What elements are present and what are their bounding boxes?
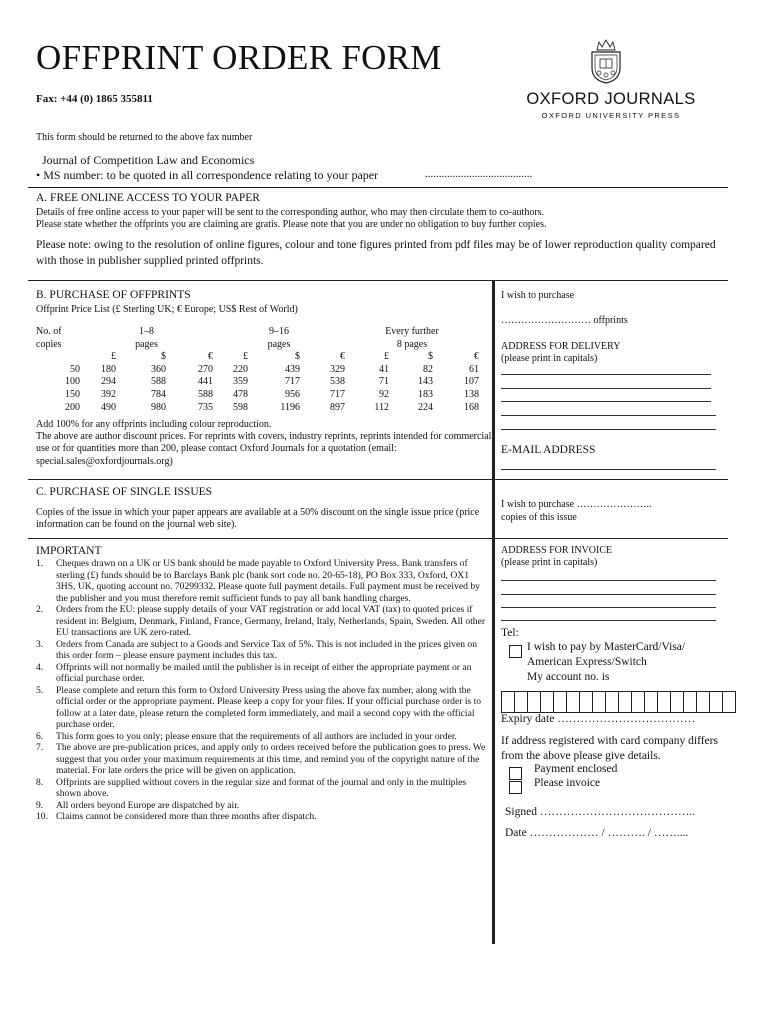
table-row bbox=[36, 402, 479, 415]
section-a-line2: Please state whether the offprints you are claiming are gratis. Please note that you are under no obligation to buy further copies. bbox=[36, 219, 547, 231]
item-text: Cheques drawn on a UK or US bank should be made payable to Oxford University Press. Bank transfers of sterling (£) funds should be to Barclays Bank plc (bank sort code no. 20-65-18), PO Box 333, Oxford, OX1 3HS, UK, quoting account no. 70299332. Please quote full payment details. Full payment must be received by the publisher and you must therefore remit sufficient funds to pay all bank handling charges. bbox=[56, 558, 480, 604]
expiry-date-field[interactable]: Expiry date ……………………………… bbox=[501, 713, 696, 725]
item-number: 6. bbox=[36, 730, 44, 742]
currency-label: $ bbox=[428, 351, 433, 363]
divider bbox=[28, 538, 728, 539]
important-list bbox=[36, 558, 488, 823]
section-a-heading: A. FREE ONLINE ACCESS TO YOUR PAPER bbox=[36, 192, 260, 204]
list-item bbox=[36, 800, 488, 812]
group-9-16-pages: pages bbox=[267, 338, 291, 350]
please-invoice-label: Please invoice bbox=[534, 777, 601, 789]
price-cell: 717 bbox=[285, 376, 300, 388]
account-digit-box[interactable] bbox=[527, 691, 541, 713]
price-cell: 112 bbox=[374, 401, 389, 413]
section-b-heading: B. PURCHASE OF OFFPRINTS bbox=[36, 289, 191, 301]
invoice-address-line[interactable] bbox=[501, 607, 716, 608]
price-cell: 107 bbox=[464, 376, 479, 388]
table-row bbox=[36, 389, 479, 402]
print-quality-note: Please note: owing to the resolution of online figures, colour and tone figures printed from pdf files may be of lower reproduction quality compared with those in publisher supplied printed offprints. bbox=[36, 239, 716, 267]
item-number: 8. bbox=[36, 776, 44, 788]
account-digit-box[interactable] bbox=[566, 691, 580, 713]
price-cell: 490 bbox=[101, 401, 116, 413]
price-cell: 956 bbox=[285, 388, 300, 400]
account-digit-box[interactable] bbox=[696, 691, 710, 713]
column-divider bbox=[492, 280, 495, 944]
account-digit-box[interactable] bbox=[657, 691, 671, 713]
oxford-crest-icon bbox=[588, 38, 624, 84]
delivery-address-line[interactable] bbox=[501, 388, 711, 389]
item-number: 1. bbox=[36, 558, 44, 569]
price-cell: 61 bbox=[469, 363, 479, 375]
price-cell: 598 bbox=[233, 401, 248, 413]
price-cell: 41 bbox=[379, 363, 389, 375]
list-item bbox=[36, 604, 488, 639]
logo-wordmark: OXFORD JOURNALS bbox=[526, 90, 696, 108]
account-digit-box[interactable] bbox=[631, 691, 645, 713]
item-number: 4. bbox=[36, 661, 44, 673]
delivery-address-heading: ADDRESS FOR DELIVERY bbox=[501, 341, 621, 352]
account-digit-box[interactable] bbox=[709, 691, 723, 713]
table-row bbox=[36, 376, 479, 389]
section-a-text bbox=[36, 207, 726, 231]
group-further: Every further bbox=[385, 326, 439, 337]
delivery-address-line[interactable] bbox=[501, 401, 711, 402]
group-9-16: 9–16 bbox=[269, 326, 289, 337]
fax-number: Fax: +44 (0) 1865 355811 bbox=[36, 93, 153, 105]
price-cell: 71 bbox=[379, 376, 389, 388]
price-cell: 980 bbox=[151, 401, 166, 413]
group-further-pages: 8 pages bbox=[396, 338, 428, 350]
offprint-purchase-label: I wish to purchase bbox=[501, 290, 575, 301]
col-copies-label: copies bbox=[36, 338, 62, 350]
delivery-address-hint: (please print in capitals) bbox=[501, 353, 598, 364]
currency-label: £ bbox=[111, 351, 116, 363]
delivery-address-line[interactable] bbox=[501, 374, 711, 375]
divider bbox=[28, 479, 728, 480]
item-number: 2. bbox=[36, 604, 44, 615]
signature-field[interactable]: Signed ………………………………….. bbox=[505, 806, 696, 818]
item-number: 7. bbox=[36, 742, 44, 753]
list-item bbox=[36, 662, 488, 685]
section-a-line1: Details of free online access to your paper will be sent to the corresponding author, who may then circulate them to co-authors. bbox=[36, 207, 545, 218]
account-digit-box[interactable] bbox=[683, 691, 697, 713]
card-payment-line: I wish to pay by MasterCard/Visa/ bbox=[527, 641, 686, 653]
price-cell: 735 bbox=[198, 401, 213, 413]
price-table bbox=[36, 326, 479, 414]
account-digit-box[interactable] bbox=[644, 691, 658, 713]
price-cell: 82 bbox=[423, 363, 433, 375]
price-cell: 220 bbox=[233, 363, 248, 375]
price-cell: 478 bbox=[233, 388, 248, 400]
card-payment-text bbox=[527, 640, 685, 684]
item-text: Claims cannot be considered more than three months after dispatch. bbox=[56, 811, 317, 822]
delivery-address-line[interactable] bbox=[501, 429, 716, 430]
invoice-address-hint: (please print in capitals) bbox=[501, 557, 598, 568]
copies-cell: 200 bbox=[65, 401, 80, 413]
col-copies-label: No. of bbox=[36, 326, 62, 337]
colour-note: Add 100% for any offprints including colour reproduction. bbox=[36, 419, 272, 430]
item-text: Orders from the EU: please supply details of your VAT registration or add local VAT (tax) to quoted prices if resident in: Belgium, Denmark, Finland, France, Germany, Ireland, Italy, Netherlands, Spain, Sweden. All other EU transactions are UK zero-rated. bbox=[56, 604, 486, 638]
item-text: The above are pre-publication prices, and apply only to orders received before the publication goes to press. We suggest that you order your maximum requirements at this time, and remind you of the copyright nature of the material. For late orders the price will be given on application. bbox=[56, 742, 486, 776]
table-header-row bbox=[36, 326, 479, 339]
section-c-text: Copies of the issue in which your paper appears are available at a 50% discount on the single issue price (price information can be found on the journal web site). bbox=[36, 507, 480, 531]
price-cell: 439 bbox=[285, 363, 300, 375]
payment-enclosed-checkbox[interactable] bbox=[509, 767, 522, 780]
issue-copies-label: copies of this issue bbox=[501, 512, 577, 523]
price-cell: 143 bbox=[418, 376, 433, 388]
price-cell: 359 bbox=[233, 376, 248, 388]
price-cell: 224 bbox=[418, 401, 433, 413]
account-digit-box[interactable] bbox=[501, 691, 515, 713]
telephone-label: Tel: bbox=[501, 627, 519, 639]
account-number-label: My account no. is bbox=[527, 670, 610, 683]
currency-row bbox=[36, 351, 479, 364]
invoice-address-line[interactable] bbox=[501, 594, 716, 595]
invoice-address-line[interactable] bbox=[501, 620, 716, 621]
price-cell: 897 bbox=[330, 401, 345, 413]
price-cell: 1196 bbox=[280, 401, 300, 413]
copies-cell: 150 bbox=[65, 388, 80, 400]
item-text: Offprints are supplied without covers in the regular size and format of the journal and only in the multiples shown above. bbox=[56, 776, 467, 799]
list-item bbox=[36, 639, 488, 662]
card-payment-line: American Express/Switch bbox=[527, 655, 647, 668]
date-field[interactable]: Date ……………… / ………. / …….... bbox=[505, 827, 689, 839]
divider bbox=[28, 280, 728, 281]
price-cell: 168 bbox=[464, 401, 479, 413]
group-1-8: 1–8 bbox=[139, 326, 154, 337]
return-instruction: This form should be returned to the above fax number bbox=[36, 132, 253, 143]
ms-number-label: • MS number: to be quoted in all correspondence relating to your paper bbox=[36, 168, 379, 182]
item-text: All orders beyond Europe are dispatched by air. bbox=[56, 799, 240, 811]
price-cell: 360 bbox=[151, 363, 166, 375]
currency-label: £ bbox=[243, 351, 248, 363]
issue-purchase-field[interactable]: I wish to purchase ………………….. bbox=[501, 499, 652, 510]
account-digit-box[interactable] bbox=[514, 691, 528, 713]
item-text: This form goes to you only; please ensure that the requirements of all authors are included in your order. bbox=[56, 730, 457, 742]
email-heading: E-MAIL ADDRESS bbox=[501, 444, 596, 456]
section-c-heading: C. PURCHASE OF SINGLE ISSUES bbox=[36, 486, 213, 498]
price-cell: 329 bbox=[330, 363, 345, 375]
price-cell: 294 bbox=[101, 376, 116, 388]
item-number: 5. bbox=[36, 684, 44, 696]
price-cell: 717 bbox=[330, 388, 345, 400]
important-heading: IMPORTANT bbox=[36, 545, 102, 557]
list-item bbox=[36, 731, 488, 743]
account-number-boxes[interactable] bbox=[501, 691, 735, 713]
journal-name: Journal of Competition Law and Economics bbox=[42, 153, 255, 167]
card-payment-checkbox[interactable] bbox=[509, 645, 522, 658]
payment-enclosed-label: Payment enclosed bbox=[534, 763, 618, 775]
item-number: 9. bbox=[36, 799, 44, 811]
delivery-address-line[interactable] bbox=[501, 415, 716, 416]
price-notes bbox=[36, 419, 492, 468]
group-1-8-pages: pages bbox=[135, 338, 158, 350]
oxford-journals-logo bbox=[500, 38, 725, 128]
divider bbox=[28, 187, 728, 188]
page-title: OFFPRINT ORDER FORM bbox=[36, 38, 442, 77]
account-digit-box[interactable] bbox=[605, 691, 619, 713]
price-cell: 538 bbox=[330, 376, 345, 388]
price-cell: 441 bbox=[198, 376, 213, 388]
card-address-note: If address registered with card company differs from the above please give details. bbox=[501, 735, 718, 762]
price-list-title: Offprint Price List (£ Sterling UK; € Europe; US$ Rest of World) bbox=[36, 304, 298, 315]
item-text: Orders from Canada are subject to a Goods and Service Tax of 5%. This is not included in the prices given on this order form – please ensure payment includes this tax. bbox=[56, 638, 477, 661]
offprint-quantity-field[interactable]: ……………………… offprints bbox=[501, 315, 628, 326]
item-text: Please complete and return this form to Oxford University Press using the above fax number, along with the official order or the appropriate payment. Please keep a copy for your files. If your official purchase order is to follow at a later date, please return the completed form immediately, and mail a second copy with the official purchase order. bbox=[56, 684, 482, 730]
account-digit-box[interactable] bbox=[618, 691, 632, 713]
item-text: Offprints will not normally be mailed until the publisher is in receipt of either the appropriate payment or an official purchase order. bbox=[56, 661, 472, 684]
ms-number-field[interactable]: ....................................... bbox=[425, 168, 533, 180]
price-cell: 392 bbox=[101, 388, 116, 400]
price-cell: 588 bbox=[198, 388, 213, 400]
list-item bbox=[36, 811, 488, 823]
price-cell: 270 bbox=[198, 363, 213, 375]
item-number: 3. bbox=[36, 638, 44, 650]
price-cell: 588 bbox=[151, 376, 166, 388]
currency-label: € bbox=[340, 351, 345, 363]
list-item bbox=[36, 685, 488, 731]
account-digit-box[interactable] bbox=[722, 691, 736, 713]
invoice-address-line[interactable] bbox=[501, 580, 716, 581]
price-cell: 180 bbox=[101, 363, 116, 375]
invoice-address-heading: ADDRESS FOR INVOICE bbox=[501, 545, 613, 556]
currency-label: € bbox=[208, 351, 213, 363]
price-cell: 138 bbox=[464, 388, 479, 400]
author-discount-note: The above are author discount prices. For reprints with covers, industry reprints, reprints intended for commercial use or for quantities more than 200, please contact Oxford Journals for a quotation (email: special.sales@oxfordjournals.org) bbox=[36, 431, 492, 467]
price-cell: 784 bbox=[151, 388, 166, 400]
account-digit-box[interactable] bbox=[579, 691, 593, 713]
copies-cell: 100 bbox=[65, 376, 80, 388]
currency-label: £ bbox=[384, 351, 389, 363]
table-header-row bbox=[36, 339, 479, 352]
table-row bbox=[36, 364, 479, 377]
currency-label: $ bbox=[161, 351, 166, 363]
copies-cell: 50 bbox=[70, 363, 80, 375]
item-number: 10. bbox=[36, 811, 48, 822]
account-digit-box[interactable] bbox=[592, 691, 606, 713]
account-digit-box[interactable] bbox=[553, 691, 567, 713]
account-digit-box[interactable] bbox=[670, 691, 684, 713]
account-digit-box[interactable] bbox=[540, 691, 554, 713]
price-cell: 183 bbox=[418, 388, 433, 400]
currency-label: $ bbox=[295, 351, 300, 363]
email-field[interactable] bbox=[501, 469, 716, 470]
price-cell: 92 bbox=[379, 388, 389, 400]
please-invoice-checkbox[interactable] bbox=[509, 781, 522, 794]
list-item bbox=[36, 558, 488, 604]
list-item bbox=[36, 777, 488, 800]
currency-label: € bbox=[474, 351, 479, 363]
list-item bbox=[36, 742, 488, 777]
logo-subtitle: OXFORD UNIVERSITY PRESS bbox=[541, 111, 681, 120]
